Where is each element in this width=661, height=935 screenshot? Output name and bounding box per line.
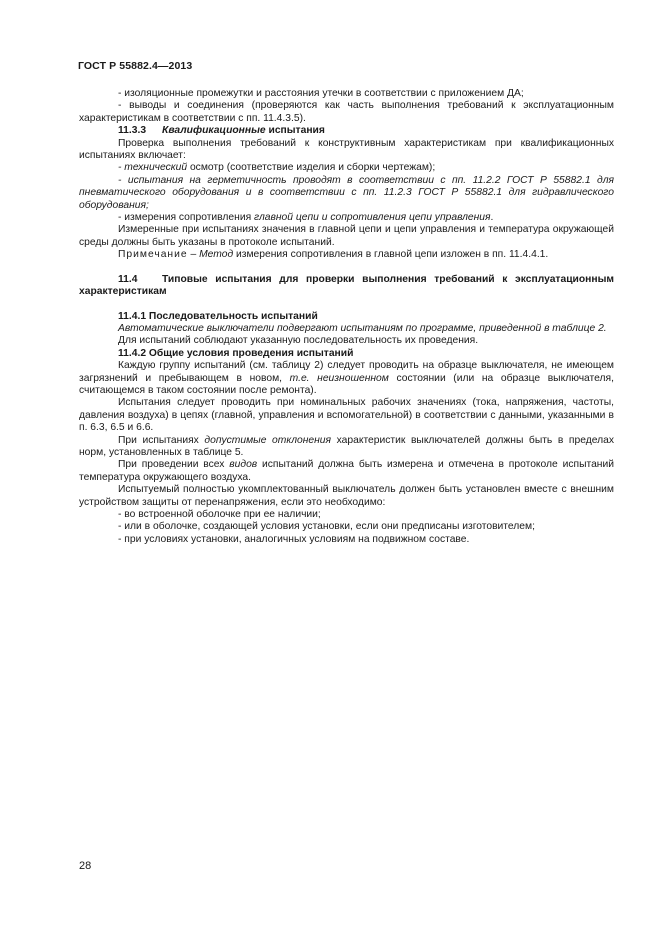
paragraph: Испытуемый полностью укомплектованный выключатель должен быть установлен вместе с внешним устройством защиты от перенапряжения, если это необходимо:	[79, 484, 614, 508]
text: состоянии (или на образце выключателя, считающемся в таком состоянии после ремонта).	[79, 372, 614, 396]
list-item	[79, 162, 614, 174]
paragraph: Измеренные при испытаниях значения в главной цепи и цепи управления и температура окружающей среды должны быть указаны в протоколе испытаний.	[79, 224, 614, 248]
text: .	[490, 212, 494, 224]
section-heading-11-4-1: 11.4.1 Последовательность испытаний	[118, 310, 318, 322]
italic-text: т.е. неизношенном	[289, 372, 389, 384]
paragraph	[79, 360, 614, 397]
text: испытаний должна быть измерена и отмечена в протоколе испытаний температура окружающего воздуха.	[79, 459, 614, 483]
text: характеристик выключателей должны быть в пределах норм, установленных в таблице 5.	[79, 434, 615, 458]
text: измерения сопротивления в главной цепи изложен в пп. 11.4.4.1.	[233, 249, 549, 261]
text: - испытания на герметичность проводят в соответствии с пп. 11.2.2 ГОСТ Р 55882.1 для	[118, 174, 614, 186]
document-body	[79, 88, 614, 546]
text: Каждую группу испытаний (см. таблицу 2) следует проводить на образце выключателя, не имеющем загрязнений и пребывающем в новом,	[79, 360, 614, 384]
section-title: испытания	[265, 125, 325, 137]
text: - измерения сопротивления	[118, 212, 255, 224]
section-heading-11-4	[79, 274, 614, 299]
note	[79, 249, 614, 261]
section-number: 11.4	[118, 273, 138, 285]
list-item: - при условиях установки, аналогичных условиям на подвижном составе.	[118, 533, 470, 545]
paragraph	[79, 459, 614, 484]
text: пневматического оборудования	[79, 187, 240, 199]
note-label: Примечание	[118, 249, 188, 261]
italic-text: видов	[229, 459, 258, 471]
section-number: 11.3.3	[118, 125, 147, 137]
list-item	[79, 175, 614, 212]
section-title: Типовые испытания для проверки выполнения требований к эксплуатационным характеристикам	[79, 273, 614, 298]
list-item: - выводы и соединения (проверяются как часть выполнения требований к эксплуатационным характеристикам в соответствии с пп. 11.4.3.5).	[79, 100, 614, 124]
page-number: 28	[79, 860, 92, 872]
italic-text: главной цепи и сопротивления цепи управления	[254, 212, 491, 224]
list-item: - во встроенной оболочке при ее наличии;	[118, 509, 321, 520]
list-item: - изоляционные промежутки и расстояния утечки в соответствии с приложением ДА;	[118, 88, 524, 99]
text: При проведении всех	[118, 459, 230, 471]
italic-text: Метод	[199, 249, 234, 261]
list-item	[79, 212, 614, 224]
paragraph: Испытания следует проводить при номинальных рабочих значениях (тока, напряжения, частоты, давления воздуха) в цепях (главной, управления и вспомогательной) в соответствии с данными, указанными в п. 6.3, 6.5 и 6.6.	[79, 397, 614, 434]
paragraph: Автоматические выключатели подвергают испытаниям по программе, приведенной в таблице 2.	[118, 322, 607, 334]
paragraph	[79, 435, 614, 460]
note-dash: –	[187, 249, 200, 261]
text: При испытаниях	[118, 434, 205, 446]
section-heading-11-3-3	[79, 125, 614, 137]
text: и в соответствии с пп. 11.2.3 ГОСТ Р 55882.1 для гидравлического оборудования;	[79, 187, 614, 211]
list-item: - или в оболочке, создающей условия установки, если они предписаны изготовителем;	[118, 521, 535, 533]
text: осмотр (соответствие изделия и сборки чертежам);	[187, 162, 436, 174]
section-title-italic: Квалификационные	[162, 125, 266, 137]
paragraph: Проверка выполнения требований к конструктивным характеристикам при квалификационных испытаниях включает:	[79, 137, 614, 162]
italic-text: допустимые отклонения	[204, 434, 332, 446]
document-header: ГОСТ Р 55882.4—2013	[78, 60, 193, 72]
italic-text: - технический	[118, 162, 188, 174]
section-heading-11-4-2: 11.4.2 Общие условия проведения испытаний	[118, 347, 354, 359]
paragraph: Для испытаний соблюдают указанную последовательность их проведения.	[118, 335, 479, 347]
